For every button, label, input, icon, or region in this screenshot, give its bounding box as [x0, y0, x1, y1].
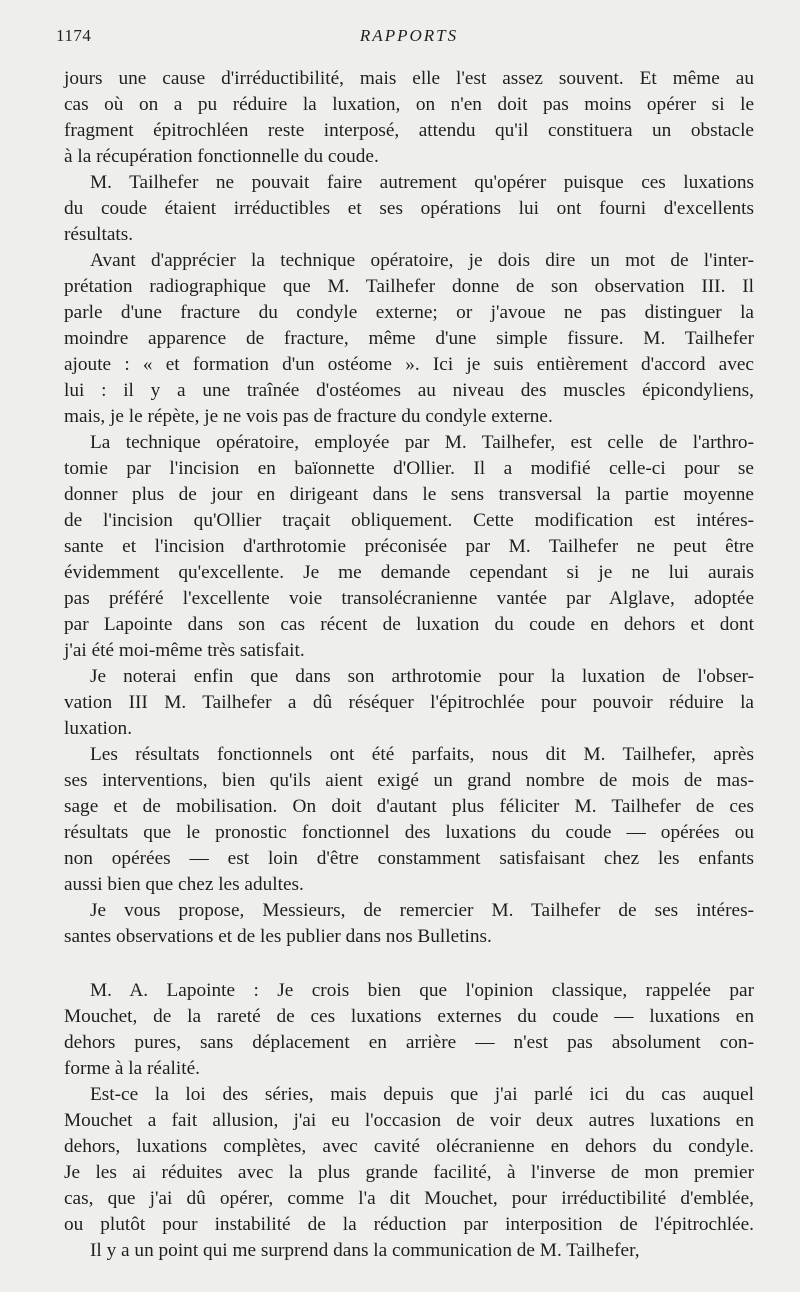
text-line: dehors, luxations complètes, avec cavité olécranienne en dehors du condyle. [64, 1136, 754, 1157]
text-line: Les résultats fonctionnels ont été parfaits, nous dit M. Tailhefer, après [90, 744, 754, 765]
text-line: La technique opératoire, employée par M. Tailhefer, est celle de l'arthro- [90, 432, 754, 453]
page-number: 1174 [56, 26, 92, 45]
text-line: j'ai été moi-même très satisfait. [64, 640, 305, 661]
text-line: luxation. [64, 718, 133, 739]
text-line: pas préféré l'excellente voie transolécranienne vantée par Alglave, adoptée [64, 588, 754, 609]
text-line: forme à la réalité. [64, 1058, 200, 1079]
text-line: santes observations et de les publier dans nos Bulletins. [64, 926, 492, 947]
text-line: M. A. Lapointe : Je crois bien que l'opinion classique, rappelée par [90, 980, 754, 1001]
text-line: M. Tailhefer ne pouvait faire autrement qu'opérer puisque ces luxations [90, 172, 754, 193]
text-line: prétation radiographique que M. Tailhefer donne de son observation III. Il [64, 276, 754, 297]
text-line: sante et l'incision d'arthrotomie préconisée par M. Tailhefer ne peut être [64, 536, 754, 557]
text-line: aussi bien que chez les adultes. [64, 874, 304, 895]
text-line: cas, que j'ai dû opérer, comme l'a dit Mouchet, pour irréductibilité d'emblée, [64, 1188, 754, 1209]
text-line: non opérées — est loin d'être constamment satisfaisant chez les enfants [64, 848, 754, 869]
text-line: évidemment qu'excellente. Je me demande cependant si je ne lui aurais [64, 562, 754, 583]
text-line: cas où on a pu réduire la luxation, on n'en doit pas moins opérer si le [64, 94, 754, 115]
text-line: Je vous propose, Messieurs, de remercier M. Tailhefer de ses intéres- [90, 900, 754, 921]
text-line: donner plus de jour en dirigeant dans le sens transversal la partie moyenne [64, 484, 754, 505]
text-line: Mouchet, de la rareté de ces luxations externes du coude — luxations en [64, 1006, 754, 1027]
page-header [56, 26, 762, 50]
text-line: Est-ce la loi des séries, mais depuis que j'ai parlé ici du cas auquel [90, 1084, 754, 1105]
text-line: résultats que le pronostic fonctionnel des luxations du coude — opérées ou [64, 822, 754, 843]
text-line: dehors pures, sans déplacement en arrière — n'est pas absolument con- [64, 1032, 754, 1053]
text-line: ajoute : « et formation d'un ostéome ». Ici je suis entièrement d'accord avec [64, 354, 754, 375]
text-line: moindre apparence de fracture, même d'une simple fissure. M. Tailhefer [64, 328, 754, 349]
text-line: lui : il y a une traînée d'ostéomes au niveau des muscles épicondyliens, [64, 380, 754, 401]
text-line: du coude étaient irréductibles et ses opérations lui ont fourni d'excellents [64, 198, 754, 219]
text-line: Mouchet a fait allusion, j'ai eu l'occasion de voir deux autres luxations en [64, 1110, 754, 1131]
text-line: Je les ai réduites avec la plus grande facilité, à l'inverse de mon premier [64, 1162, 754, 1183]
running-head: RAPPORTS [359, 26, 459, 45]
body-text [64, 66, 754, 1264]
text-line: de l'incision qu'Ollier traçait obliquement. Cette modification est intéres- [64, 510, 754, 531]
text-line: Il y a un point qui me surprend dans la communication de M. Tailhefer, [90, 1240, 640, 1261]
text-line: résultats. [64, 224, 134, 245]
text-line: par Lapointe dans son cas récent de luxation du coude en dehors et dont [64, 614, 754, 635]
text-line: ses interventions, bien qu'ils aient exigé un grand nombre de mois de mas- [64, 770, 754, 791]
text-line: fragment épitrochléen reste interposé, attendu qu'il constituera un obstacle [64, 120, 754, 141]
text-line: Je noterai enfin que dans son arthrotomie pour la luxation de l'obser- [90, 666, 754, 687]
text-line: ou plutôt pour instabilité de la réduction par interposition de l'épitrochlée. [64, 1214, 754, 1235]
text-line: tomie par l'incision en baïonnette d'Ollier. Il a modifié celle-ci pour se [64, 458, 754, 479]
text-line: vation III M. Tailhefer a dû réséquer l'épitrochlée pour pouvoir réduire la [64, 692, 754, 713]
text-line: sage et de mobilisation. On doit d'autant plus féliciter M. Tailhefer de ces [64, 796, 754, 817]
section-gap [64, 950, 754, 978]
text-line: jours une cause d'irréductibilité, mais elle l'est assez souvent. Et même au [64, 68, 754, 89]
text-line: mais, je le répète, je ne vois pas de fracture du condyle externe. [64, 406, 553, 427]
text-line: Avant d'apprécier la technique opératoire, je dois dire un mot de l'inter- [90, 250, 754, 271]
text-line: à la récupération fonctionnelle du coude. [64, 146, 379, 167]
text-line: parle d'une fracture du condyle externe; or j'avoue ne pas distinguer la [64, 302, 754, 323]
